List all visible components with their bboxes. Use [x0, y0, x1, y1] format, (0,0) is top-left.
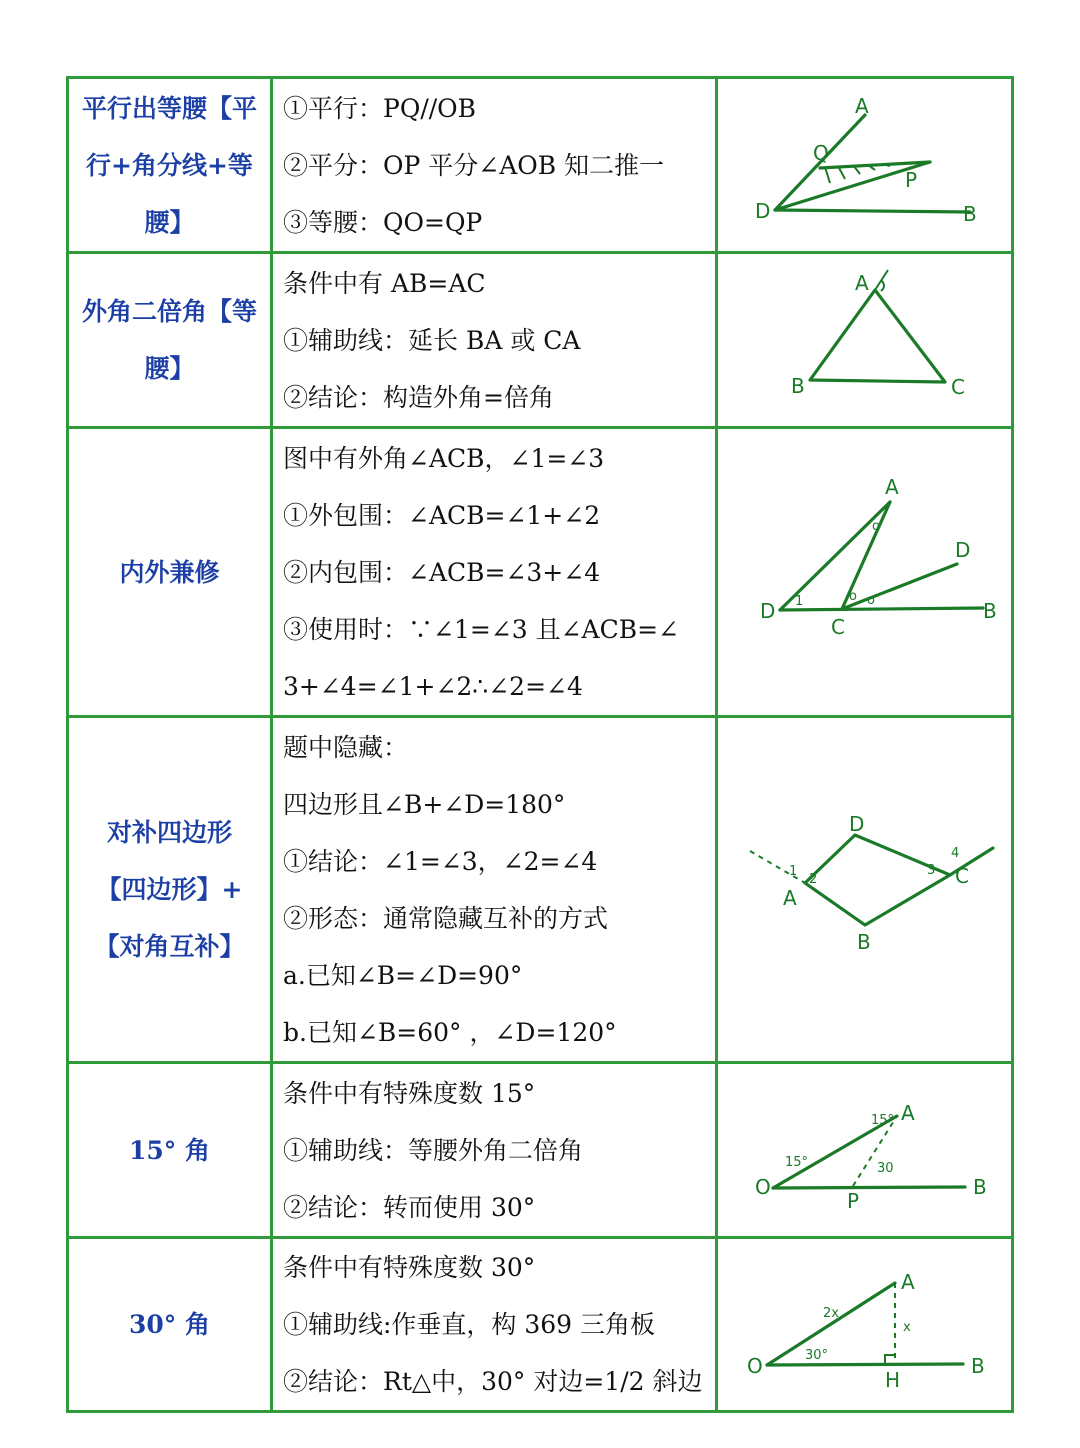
table-row	[68, 1238, 1013, 1412]
point-label-o: O	[746, 1353, 763, 1378]
angle-mark: x	[902, 1319, 911, 1335]
table-row	[68, 78, 1013, 253]
point-label-d: D	[848, 814, 864, 836]
point-label-b: B	[856, 929, 871, 954]
content-line: ①辅助线：延长 BA 或 CA	[283, 325, 581, 355]
row-title-cell	[68, 78, 272, 253]
content-line: 条件中有特殊度数 30°	[283, 1253, 536, 1282]
row-figure-cell	[717, 253, 1013, 428]
point-label-b: B	[972, 1175, 987, 1199]
row-title-line: 【四边形】+	[96, 875, 243, 904]
table-row	[68, 428, 1013, 717]
row-content-cell	[272, 253, 717, 428]
point-label-a: A	[900, 1101, 915, 1125]
point-label-q: Q	[812, 141, 829, 165]
point-label-d: D	[754, 199, 770, 223]
angle-mark: 2x	[822, 1305, 839, 1321]
row-figure-cell	[717, 428, 1013, 717]
content-line: 3+∠4=∠1+∠2∴∠2=∠4	[283, 671, 583, 701]
point-label-b: B	[790, 374, 805, 398]
angle-mark: o	[866, 593, 875, 608]
angle-mark: 3	[926, 862, 935, 878]
content-line: ②结论：构造外角=倍角	[283, 382, 554, 412]
content-line: ③等腰：QO=QP	[283, 207, 483, 237]
point-label-b: B	[982, 599, 997, 623]
content-line: a.已知∠B=∠D=90°	[283, 960, 523, 990]
row-title-line: 平行出等腰【平	[81, 93, 257, 123]
row-content-cell	[272, 1238, 717, 1412]
exterior-angle-figure	[725, 472, 1005, 672]
content-line: ②平分：OP 平分∠AOB 知二推一	[283, 150, 665, 180]
point-label-p: P	[904, 168, 917, 192]
point-label-a: A	[884, 475, 899, 499]
point-label-d: D	[759, 599, 775, 623]
point-label-b: B	[970, 1353, 985, 1378]
content-line: ②内包围：∠ACB=∠3+∠4	[283, 557, 601, 587]
row-figure-cell	[717, 1063, 1013, 1238]
geometry-summary-table	[66, 76, 1014, 1413]
angle-mark: 4	[950, 845, 959, 861]
row-title-line: 15° 角	[129, 1135, 210, 1165]
row-title-line: 内外兼修	[119, 557, 220, 587]
content-line: 条件中有特殊度数 15°	[283, 1078, 536, 1108]
content-line: ③使用时：∵∠1=∠3 且∠ACB=∠	[283, 614, 679, 644]
row-title-cell	[68, 253, 272, 428]
point-label-d2: D	[954, 538, 970, 562]
table-row	[68, 253, 1013, 428]
isosceles-triangle-figure	[725, 260, 1005, 420]
point-label-a: A	[854, 94, 869, 118]
content-line: ②结论：转而使用 30°	[283, 1192, 536, 1222]
content-line: b.已知∠B=60° ，∠D=120°	[283, 1017, 617, 1047]
row-title-line: 腰】	[144, 354, 195, 383]
row-content-cell	[272, 1063, 717, 1238]
content-line: ①辅助线:作垂直，构 369 三角板	[283, 1310, 656, 1339]
point-label-a: A	[782, 885, 797, 910]
thirty-degree-figure	[725, 1255, 1005, 1395]
row-content-cell	[272, 78, 717, 253]
content-line: 图中有外角∠ACB，∠1=∠3	[283, 443, 605, 473]
point-label-h: H	[884, 1367, 900, 1392]
row-title-line: 行+角分线+等	[86, 150, 253, 180]
point-label-c: C	[954, 863, 969, 888]
content-line: 四边形且∠B+∠D=180°	[283, 789, 566, 819]
parallel-bisector-figure	[725, 85, 1005, 245]
content-line: ①平行：PQ//OB	[283, 93, 477, 123]
point-label-a: A	[854, 271, 869, 295]
content-line: ①辅助线：等腰外角二倍角	[283, 1135, 584, 1165]
content-line: 题中隐藏：	[283, 732, 409, 762]
angle-mark: 15°	[784, 1155, 808, 1170]
row-figure-cell	[717, 717, 1013, 1063]
row-title-line: 外角二倍角【等	[81, 297, 257, 326]
row-title-line: 对补四边形	[106, 818, 232, 847]
content-line: ①结论：∠1=∠3，∠2=∠4	[283, 846, 598, 876]
angle-mark: o	[848, 589, 857, 604]
angle-mark: 2	[808, 871, 817, 887]
content-line: ②结论：Rt△中，30° 对边=1/2 斜边	[283, 1367, 703, 1396]
point-label-a: A	[900, 1269, 915, 1294]
row-figure-cell	[717, 1238, 1013, 1412]
row-content-cell	[272, 717, 717, 1063]
row-title-cell	[68, 428, 272, 717]
point-label-c: C	[950, 375, 965, 399]
fifteen-degree-figure	[725, 1080, 1005, 1220]
content-line: ①外包围：∠ACB=∠1+∠2	[283, 500, 601, 530]
row-title-line: 30° 角	[129, 1310, 210, 1339]
angle-mark: 30°	[804, 1347, 828, 1363]
row-title-cell	[68, 1063, 272, 1238]
table-row	[68, 717, 1013, 1063]
row-title-cell	[68, 1238, 272, 1412]
point-label-o: O	[754, 1175, 771, 1199]
row-title-line: 腰】	[144, 207, 195, 237]
angle-mark: 1	[794, 594, 803, 609]
table-row	[68, 1063, 1013, 1238]
content-line: ②形态：通常隐藏互补的方式	[283, 903, 609, 933]
row-content-cell	[272, 428, 717, 717]
point-label-b: B	[962, 202, 977, 226]
row-title-cell	[68, 717, 272, 1063]
angle-mark: 30	[876, 1161, 894, 1176]
angle-mark: o	[871, 519, 880, 534]
point-label-c: C	[830, 615, 845, 639]
angle-mark: 1	[788, 863, 797, 879]
content-line: 条件中有 AB=AC	[283, 268, 486, 298]
row-figure-cell	[717, 78, 1013, 253]
row-title-line: 【对角互补】	[94, 932, 245, 961]
point-label-p: P	[846, 1189, 859, 1213]
angle-mark: 15°	[870, 1113, 894, 1128]
supplementary-quadrilateral-figure	[725, 815, 1005, 965]
